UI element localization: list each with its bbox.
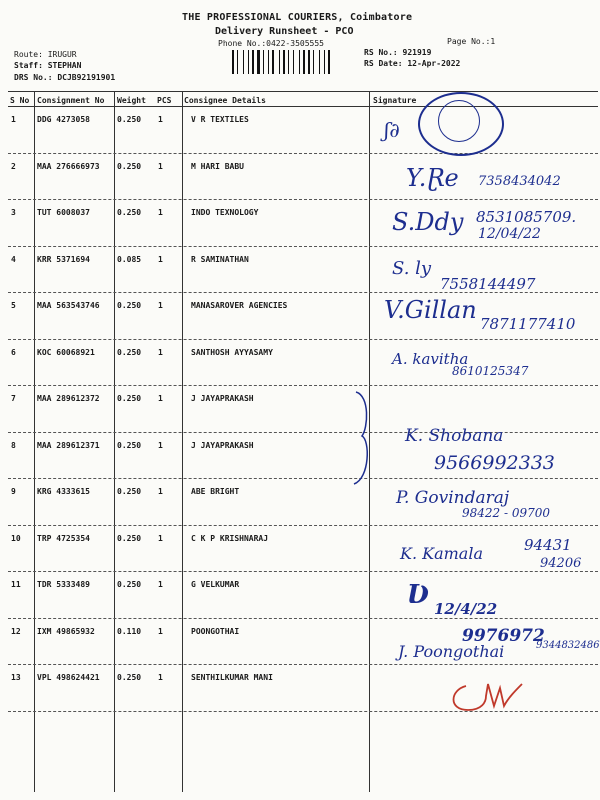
row-consignee: SANTHOSH AYYASAMY (191, 347, 273, 357)
handwritten-phone-row9: 98422 - 09700 (462, 506, 551, 520)
row-consignee: J JAYAPRAKASH (191, 394, 254, 403)
signature-row13 (446, 676, 526, 716)
signature-row5: V.Gillan (384, 296, 477, 324)
row-separator (8, 246, 598, 247)
row-sno: 10 (11, 533, 21, 543)
row-sno: 12 (11, 626, 21, 636)
col-divider (34, 91, 35, 792)
row-weight: 0.250 (117, 487, 142, 496)
route-label: Route: IRUGUR (14, 50, 77, 59)
table-top-rule (8, 91, 598, 92)
sheet-title: Delivery Runsheet - PCO (215, 26, 354, 37)
row-consignment-no: MAA 563543746 (37, 301, 100, 310)
handwritten-date-row3: 12/04/22 (478, 226, 541, 242)
row-consignee: R SAMINATHAN (191, 254, 249, 264)
handwritten-phone-row10a: 94431 (524, 536, 572, 554)
handwritten-date-row11: 12/4/22 (434, 600, 498, 618)
handwritten-phone-row4: 7558144497 (440, 275, 536, 293)
row-weight: 0.250 (117, 394, 142, 403)
row-consignee: G VELKUMAR (191, 580, 240, 589)
row-consignment-no: MAA 276666973 (37, 161, 100, 171)
row-separator (8, 571, 598, 572)
row-separator (8, 618, 598, 619)
row-sno: 1 (11, 115, 16, 124)
handwritten-phone-row6: 8610125347 (452, 364, 529, 378)
row-consignee: M HARI BABU (191, 161, 244, 171)
row-consignment-no: KOC 60068921 (37, 347, 95, 357)
row-sno: 6 (11, 347, 16, 357)
signature-row12: J. Poongothai (398, 642, 505, 661)
col-divider (114, 91, 115, 792)
row-consignment-no: TUT 6008037 (37, 208, 90, 217)
row-weight: 0.250 (117, 208, 142, 217)
row-weight: 0.250 (117, 533, 142, 543)
row-pcs: 1 (158, 394, 163, 403)
row-separator (8, 478, 598, 479)
row-pcs: 1 (158, 487, 163, 496)
row-consignee: INDO TEXNOLOGY (191, 208, 259, 217)
signature-row10: K. Kamala (400, 544, 483, 563)
row-pcs: 1 (158, 115, 163, 124)
row-weight: 0.250 (117, 347, 142, 357)
row-consignee: V R TEXTILES (191, 115, 249, 124)
row-separator (8, 339, 598, 340)
row-consignment-no: KRG 4333615 (37, 487, 90, 496)
row-pcs: 1 (158, 254, 163, 264)
page-number: Page No.:1 (447, 37, 496, 46)
row-consignee: C K P KRISHNARAJ (191, 533, 269, 543)
signature-row2: Y.Ɽe (406, 164, 459, 192)
signature-row6: A. kavitha (392, 350, 469, 368)
row-sno: 3 (11, 208, 16, 217)
row-separator (8, 432, 598, 433)
row-weight: 0.250 (117, 161, 142, 171)
col-header-signature: Signature (373, 96, 417, 105)
row-consignment-no: IXM 49865932 (37, 626, 95, 636)
rs-date: RS Date: 12-Apr-2022 (364, 59, 461, 68)
courier-stamp-center (438, 100, 480, 142)
row-separator (8, 664, 598, 665)
row-consignment-no: TRP 4725354 (37, 533, 90, 543)
row-separator (8, 525, 598, 526)
phone-number: Phone No.:0422-3505555 (218, 39, 324, 48)
handwritten-phone-row3: 8531085709. (476, 208, 577, 226)
row-weight: 0.250 (117, 115, 142, 124)
handwritten-phone-row8: 9566992333 (434, 452, 555, 474)
signature-row11: Ʋ (406, 580, 430, 610)
row-separator (8, 199, 598, 200)
row-separator (8, 153, 598, 154)
row-pcs: 1 (158, 301, 163, 310)
row-sno: 7 (11, 394, 16, 403)
row-pcs: 1 (158, 440, 163, 450)
col-divider (182, 91, 183, 792)
row-weight: 0.250 (117, 301, 142, 310)
row-consignee: POONGOTHAI (191, 626, 240, 636)
col-header-pcs: PCS (157, 96, 172, 105)
row-weight: 0.250 (117, 440, 142, 450)
row-weight: 0.250 (117, 673, 142, 682)
row-consignment-no: TDR 5333489 (37, 580, 90, 589)
row-weight: 0.250 (117, 580, 142, 589)
signature-row4: S. ly (392, 258, 432, 279)
row-sno: 4 (11, 254, 16, 264)
signature-row3: S.Ddy (392, 208, 464, 236)
row-consignment-no: KRR 5371694 (37, 254, 90, 264)
row-consignee: MANASAROVER AGENCIES (191, 301, 288, 310)
col-header-consignment: Consignment No (37, 96, 105, 105)
header-bottom-rule (8, 106, 598, 107)
row-sno: 5 (11, 301, 16, 310)
signature-row8: K. Shobana (405, 426, 504, 446)
signature-row1: ʃ∂ (384, 118, 400, 142)
row-pcs: 1 (158, 208, 163, 217)
col-header-weight: Weight (117, 96, 146, 105)
handwritten-phone-row12b: 9344832486 (536, 640, 600, 651)
staff-label: Staff: STEPHAN (14, 61, 82, 70)
col-header-consignee: Consignee Details (184, 96, 266, 105)
row-weight: 0.110 (117, 626, 142, 636)
row-sno: 9 (11, 487, 16, 496)
row-consignee: J JAYAPRAKASH (191, 440, 254, 450)
row-weight: 0.085 (117, 254, 142, 264)
barcode (232, 50, 354, 74)
row-consignment-no: MAA 289612372 (37, 394, 100, 403)
row-sno: 2 (11, 161, 16, 171)
row-sno: 13 (11, 673, 21, 682)
row-pcs: 1 (158, 533, 163, 543)
handwritten-phone-row12: 9976972 (462, 626, 545, 646)
handwritten-phone-row10b: 94206 (540, 556, 582, 571)
row-consignment-no: VPL 498624421 (37, 673, 100, 682)
row-consignment-no: MAA 289612371 (37, 440, 100, 450)
drs-number: DRS No.: DCJB92191901 (14, 73, 116, 82)
row-consignee: SENTHILKUMAR MANI (191, 673, 273, 682)
col-header-sno: S No (10, 96, 30, 105)
row-pcs: 1 (158, 580, 163, 589)
handwritten-phone-row2: 7358434042 (478, 174, 561, 189)
rs-number: RS No.: 921919 (364, 48, 432, 57)
bracket-mark (348, 388, 378, 488)
row-pcs: 1 (158, 161, 163, 171)
row-consignment-no: DDG 4273058 (37, 115, 90, 124)
row-pcs: 1 (158, 347, 163, 357)
row-sno: 8 (11, 440, 16, 450)
row-consignee: ABE BRIGHT (191, 487, 240, 496)
company-title: THE PROFESSIONAL COURIERS, Coimbatore (182, 12, 413, 23)
row-sno: 11 (11, 580, 21, 589)
row-separator (8, 385, 598, 386)
signature-row9: P. Govindaraj (396, 488, 510, 508)
handwritten-phone-row5: 7871177410 (480, 315, 576, 333)
row-pcs: 1 (158, 673, 163, 682)
row-pcs: 1 (158, 626, 163, 636)
